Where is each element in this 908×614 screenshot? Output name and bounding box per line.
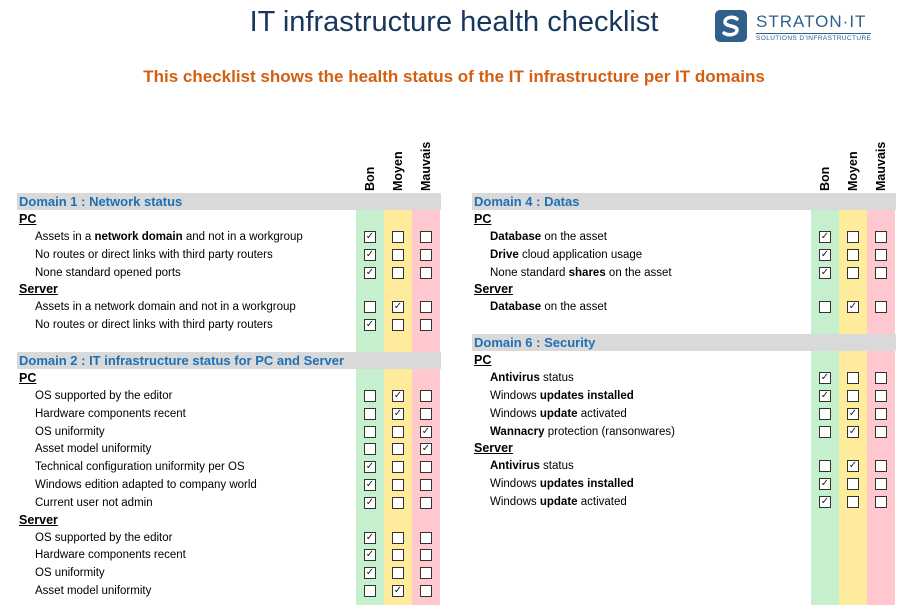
checkbox-moyen[interactable] bbox=[392, 497, 404, 509]
checkbox-bon[interactable] bbox=[364, 319, 376, 331]
section-label: PC bbox=[19, 371, 37, 385]
checklist-item bbox=[17, 564, 441, 582]
page-subtitle: This checklist shows the health status of the IT infrastructure per IT domains bbox=[143, 67, 765, 86]
checklist-item-label bbox=[490, 264, 672, 282]
column-header-bon: Bon bbox=[818, 166, 832, 191]
checkbox-mauvais[interactable] bbox=[875, 496, 887, 508]
checkbox-bon[interactable] bbox=[364, 497, 376, 509]
item-label-part: OS supported by the editor bbox=[35, 390, 173, 402]
checkbox-mauvais[interactable] bbox=[875, 460, 887, 472]
checkbox-bon[interactable] bbox=[819, 426, 831, 438]
checkbox-bon[interactable] bbox=[364, 267, 376, 279]
item-label-part: OS supported by the editor bbox=[35, 531, 173, 544]
checklist-item bbox=[17, 458, 441, 476]
checkbox-mauvais[interactable] bbox=[875, 390, 887, 402]
checklist-item-label bbox=[35, 564, 105, 582]
item-label-part: No routes or direct links with third party routers bbox=[35, 248, 273, 261]
item-label-part: status bbox=[539, 372, 574, 385]
checkbox-bon[interactable] bbox=[364, 426, 376, 438]
checkbox-moyen[interactable] bbox=[847, 496, 859, 508]
checklist-item-label bbox=[35, 529, 172, 547]
checkbox-bon[interactable] bbox=[819, 249, 831, 261]
checklist-item bbox=[17, 387, 441, 405]
item-label-bold-part: updates installed bbox=[539, 390, 634, 402]
checklist-item bbox=[472, 246, 896, 264]
checklist-item-label bbox=[490, 246, 642, 264]
item-label-part: Hardware components recent bbox=[35, 407, 186, 420]
domain-header: Domain 6 : Security bbox=[472, 334, 896, 351]
checkbox-moyen[interactable] bbox=[392, 461, 404, 473]
item-label-part: activated bbox=[577, 407, 627, 420]
checkbox-moyen[interactable] bbox=[847, 460, 859, 472]
checkbox-moyen[interactable] bbox=[392, 479, 404, 491]
section-label: PC bbox=[474, 353, 492, 368]
checkbox-moyen[interactable] bbox=[847, 301, 859, 313]
checkbox-mauvais[interactable] bbox=[420, 497, 432, 509]
column-header-mauvais: Mauvais bbox=[419, 141, 433, 191]
checkbox-moyen[interactable] bbox=[847, 390, 859, 402]
checkbox-moyen[interactable] bbox=[392, 549, 404, 561]
checkbox-moyen[interactable] bbox=[847, 478, 859, 490]
checklist-item-label bbox=[490, 228, 607, 246]
item-label-part: Windows bbox=[490, 478, 540, 491]
section-label: PC bbox=[474, 212, 492, 226]
checklist-item bbox=[17, 529, 441, 547]
item-label-bold-part: update bbox=[539, 407, 578, 420]
checkbox-mauvais[interactable] bbox=[875, 267, 887, 279]
item-label-part: Asset model uniformity bbox=[35, 585, 152, 597]
checkbox-mauvais[interactable] bbox=[420, 585, 432, 597]
column-header-moyen: Moyen bbox=[846, 151, 860, 191]
checklist-item-label bbox=[490, 387, 634, 405]
item-label-part: Windows bbox=[490, 496, 540, 508]
checkbox-bon[interactable] bbox=[364, 408, 376, 420]
item-label-bold-part: Antivirus bbox=[490, 372, 540, 385]
checkbox-moyen[interactable] bbox=[847, 426, 859, 438]
checkbox-bon[interactable] bbox=[364, 549, 376, 561]
item-label-bold-part: updates installed bbox=[539, 478, 634, 491]
checklist-item-label bbox=[490, 298, 607, 316]
checklist-item bbox=[17, 246, 441, 264]
item-label-bold-part: network domain bbox=[94, 231, 183, 243]
checkbox-mauvais[interactable] bbox=[420, 479, 432, 491]
checkbox-mauvais[interactable] bbox=[875, 426, 887, 438]
checkbox-bon[interactable] bbox=[364, 585, 376, 597]
item-label-part: Assets in a network domain and not in a workgroup bbox=[35, 301, 296, 314]
item-label-bold-part: shares bbox=[568, 266, 606, 279]
checklist-item bbox=[472, 423, 896, 441]
column-header-moyen: Moyen bbox=[391, 151, 405, 191]
checklist-item-label bbox=[35, 440, 151, 458]
page-title: IT infrastructure health checklist bbox=[249, 6, 659, 38]
item-label-bold-part: Antivirus bbox=[490, 460, 540, 473]
item-label-part: OS uniformity bbox=[35, 425, 105, 438]
checkbox-bon[interactable] bbox=[364, 567, 376, 579]
checkbox-bon[interactable] bbox=[364, 390, 376, 402]
checkbox-bon[interactable] bbox=[364, 532, 376, 544]
company-logo bbox=[714, 9, 894, 49]
checklist-item bbox=[17, 476, 441, 494]
checklist-item bbox=[17, 494, 441, 512]
checkbox-moyen[interactable] bbox=[392, 267, 404, 279]
checklist-item-label bbox=[35, 494, 153, 512]
checklist-item bbox=[472, 228, 896, 246]
item-label-bold-part: Database bbox=[490, 301, 542, 314]
checkbox-moyen[interactable] bbox=[392, 532, 404, 544]
checkbox-mauvais[interactable] bbox=[420, 532, 432, 544]
checklist-item-label bbox=[35, 546, 186, 564]
item-label-part: No routes or direct links with third party routers bbox=[35, 319, 273, 332]
checkbox-moyen[interactable] bbox=[847, 408, 859, 420]
checkbox-moyen[interactable] bbox=[847, 231, 859, 243]
checklist-item-label bbox=[35, 246, 273, 264]
checklist-item bbox=[17, 228, 441, 246]
item-label-part: Technical configuration uniformity per OS bbox=[35, 461, 245, 474]
section-label: Server bbox=[19, 282, 58, 297]
checkbox-moyen[interactable] bbox=[847, 249, 859, 261]
checkbox-moyen[interactable] bbox=[847, 372, 859, 384]
checklist-item bbox=[17, 264, 441, 282]
item-label-bold-part: update bbox=[539, 496, 578, 508]
checkbox-moyen[interactable] bbox=[392, 585, 404, 597]
section-label: Server bbox=[474, 282, 513, 297]
checklist-item-label bbox=[490, 423, 675, 441]
checkbox-mauvais[interactable] bbox=[420, 443, 432, 455]
item-label-part: status bbox=[539, 460, 574, 473]
checklist-item bbox=[17, 582, 441, 600]
checkbox-mauvais[interactable] bbox=[420, 301, 432, 313]
checkbox-bon[interactable] bbox=[364, 443, 376, 455]
checkbox-moyen[interactable] bbox=[392, 390, 404, 402]
checklist-item bbox=[17, 405, 441, 423]
straton-logo-icon bbox=[714, 9, 748, 43]
item-label-part: protection (ransonwares) bbox=[544, 425, 675, 438]
checkbox-bon[interactable] bbox=[364, 461, 376, 473]
logo-tagline: SOLUTIONS D'INFRASTRUCTURE bbox=[756, 35, 872, 42]
checklist-item-label bbox=[35, 476, 257, 494]
checklist-item bbox=[17, 440, 441, 458]
checkbox-bon[interactable] bbox=[819, 496, 831, 508]
item-label-part: Current user not admin bbox=[35, 496, 153, 509]
item-label-part: and not in a workgroup bbox=[182, 231, 303, 243]
checkbox-mauvais[interactable] bbox=[420, 426, 432, 438]
item-label-part: None standard bbox=[490, 266, 569, 279]
checkbox-mauvais[interactable] bbox=[420, 549, 432, 561]
checkbox-bon[interactable] bbox=[364, 479, 376, 491]
checklist-item bbox=[472, 369, 896, 387]
logo-name: STRATON·IT bbox=[756, 12, 867, 31]
checklist-item bbox=[472, 387, 896, 405]
checklist-item bbox=[17, 316, 441, 334]
checklist-item-label bbox=[490, 405, 627, 423]
checkbox-bon[interactable] bbox=[364, 249, 376, 261]
checkbox-moyen[interactable] bbox=[392, 567, 404, 579]
checklist-item bbox=[17, 546, 441, 564]
checklist-item-label bbox=[490, 369, 574, 387]
checkbox-bon[interactable] bbox=[819, 372, 831, 384]
checkbox-moyen[interactable] bbox=[392, 231, 404, 243]
checklist-item bbox=[472, 264, 896, 282]
checklist-item-label bbox=[35, 264, 181, 282]
checklist-item-label bbox=[35, 298, 296, 316]
item-label-part: Asset model uniformity bbox=[35, 443, 152, 456]
checklist-item-label bbox=[490, 475, 634, 493]
checkbox-moyen[interactable] bbox=[392, 319, 404, 331]
checklist-panel-left bbox=[17, 125, 441, 605]
item-label-part: None standard opened ports bbox=[35, 266, 181, 279]
checklist-item bbox=[17, 298, 441, 316]
section-label: Server bbox=[19, 512, 58, 527]
checklist-item-label bbox=[35, 423, 105, 441]
column-header-mauvais: Mauvais bbox=[874, 141, 888, 191]
checkbox-bon[interactable] bbox=[819, 408, 831, 420]
item-label-bold-part: Drive bbox=[490, 248, 519, 261]
item-label-part: on the asset bbox=[541, 231, 607, 243]
checkbox-mauvais[interactable] bbox=[420, 461, 432, 473]
checkbox-bon[interactable] bbox=[819, 478, 831, 490]
checkbox-bon[interactable] bbox=[364, 301, 376, 313]
checkbox-bon[interactable] bbox=[819, 231, 831, 243]
item-label-part: on the asset bbox=[605, 266, 672, 279]
checkbox-bon[interactable] bbox=[819, 301, 831, 313]
item-label-part: Windows edition adapted to company world bbox=[35, 479, 257, 491]
checkbox-mauvais[interactable] bbox=[420, 390, 432, 402]
checkbox-bon[interactable] bbox=[364, 231, 376, 243]
checkbox-mauvais[interactable] bbox=[420, 231, 432, 243]
checkbox-moyen[interactable] bbox=[392, 426, 404, 438]
item-label-bold-part: Database bbox=[490, 231, 542, 243]
domain-header: Domain 2 : IT infrastructure status for PC and Server bbox=[17, 352, 441, 369]
checkbox-moyen[interactable] bbox=[392, 249, 404, 261]
section-label: Server bbox=[474, 441, 513, 456]
checkbox-mauvais[interactable] bbox=[420, 408, 432, 420]
checklist-item bbox=[472, 475, 896, 493]
checklist-item-label bbox=[35, 582, 151, 600]
checkbox-mauvais[interactable] bbox=[420, 567, 432, 579]
item-label-part: Windows bbox=[490, 390, 540, 402]
checkbox-bon[interactable] bbox=[819, 460, 831, 472]
checklist-item-label bbox=[35, 405, 186, 423]
column-header-bon: Bon bbox=[363, 166, 377, 191]
domain-header: Domain 4 : Datas bbox=[472, 193, 896, 210]
item-label-part: Hardware components recent bbox=[35, 549, 186, 562]
checkbox-mauvais[interactable] bbox=[875, 478, 887, 490]
checkbox-mauvais[interactable] bbox=[875, 301, 887, 313]
checklist-item-label bbox=[490, 493, 627, 511]
item-label-part: Assets in a bbox=[35, 231, 95, 243]
checklist-item-label bbox=[35, 228, 303, 246]
checkbox-mauvais[interactable] bbox=[420, 319, 432, 331]
item-label-bold-part: Wannacry bbox=[490, 425, 545, 438]
checkbox-mauvais[interactable] bbox=[875, 231, 887, 243]
item-label-part: Windows bbox=[490, 407, 540, 420]
checklist-item-label bbox=[35, 458, 245, 476]
domain-header: Domain 1 : Network status bbox=[17, 193, 441, 210]
item-label-part: activated bbox=[577, 496, 627, 508]
checkbox-bon[interactable] bbox=[819, 390, 831, 402]
section-label: PC bbox=[19, 212, 37, 226]
checklist-panel-right bbox=[472, 125, 896, 605]
item-label-part: cloud application usage bbox=[518, 248, 643, 261]
checkbox-mauvais[interactable] bbox=[420, 267, 432, 279]
item-label-part: OS uniformity bbox=[35, 567, 105, 580]
checkbox-moyen[interactable] bbox=[847, 267, 859, 279]
checkbox-mauvais[interactable] bbox=[420, 249, 432, 261]
checklist-item-label bbox=[35, 387, 172, 405]
checklist-item bbox=[472, 457, 896, 475]
checkbox-mauvais[interactable] bbox=[875, 249, 887, 261]
checkbox-moyen[interactable] bbox=[392, 301, 404, 313]
checkbox-mauvais[interactable] bbox=[875, 408, 887, 420]
checkbox-mauvais[interactable] bbox=[875, 372, 887, 384]
checkbox-bon[interactable] bbox=[819, 267, 831, 279]
checklist-item-label bbox=[35, 316, 273, 334]
checklist-item bbox=[17, 423, 441, 441]
checklist-item bbox=[472, 405, 896, 423]
checkbox-moyen[interactable] bbox=[392, 443, 404, 455]
checklist-item bbox=[472, 493, 896, 511]
checklist-item bbox=[472, 298, 896, 316]
checkbox-moyen[interactable] bbox=[392, 408, 404, 420]
checklist-item-label bbox=[490, 457, 574, 475]
item-label-part: on the asset bbox=[541, 301, 607, 314]
